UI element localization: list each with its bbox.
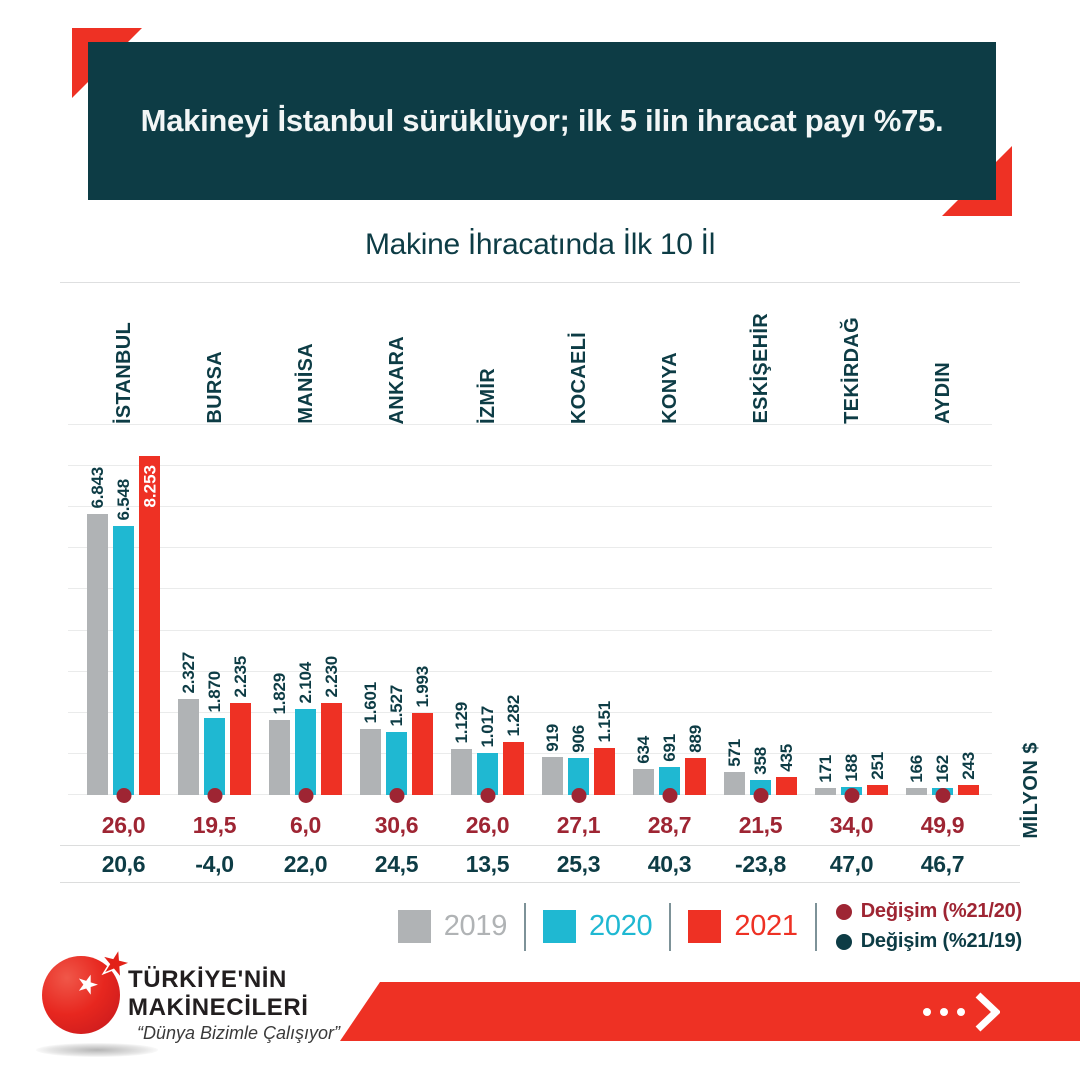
bar-group-i̇stanbul [78, 425, 169, 795]
bar-slot [750, 425, 771, 795]
change-value: 49,9 [920, 812, 965, 838]
city-label-col [442, 284, 533, 424]
bar-slot [87, 425, 108, 795]
star-icon: ★ [71, 966, 104, 1002]
bar-slot [568, 425, 589, 795]
bar-group-i̇zmi̇r [442, 425, 533, 795]
bar-value-label: 2.230 [322, 656, 341, 698]
legend-label-change-21-19: Değişim (%21/19) [860, 930, 1022, 952]
bar-value-label: 1.129 [452, 702, 471, 744]
bar-value-label: 634 [634, 736, 653, 764]
city-label: ANKARA [385, 335, 408, 424]
bar-2020 [386, 732, 407, 795]
bar-2021 [594, 748, 615, 795]
bar-slot [451, 425, 472, 795]
star-icon: ★ [97, 942, 134, 984]
change-value: 20,6 [101, 850, 146, 877]
change-21-19-dot-icon [836, 934, 852, 950]
dot-icon [923, 1008, 931, 1016]
bar-value-label: 6.548 [114, 479, 133, 521]
bar-2021 [230, 703, 251, 795]
city-label-col [533, 284, 624, 424]
change-value: 46,7 [920, 850, 965, 877]
legend-item-2021 [688, 910, 797, 943]
legend-item-2020 [543, 910, 652, 943]
change-value: 47,0 [829, 850, 874, 877]
brand-line1: TÜRKİYE'NİN [128, 966, 287, 993]
city-labels-row [60, 284, 1020, 424]
legend [398, 900, 1022, 953]
bar-value-label: 889 [686, 725, 705, 753]
bar-slot [906, 425, 927, 795]
change-row-1 [60, 795, 1020, 846]
bar-value-label: 906 [569, 725, 588, 753]
change-dot-icon [480, 788, 495, 803]
header-banner [88, 42, 996, 200]
bar-2021 [958, 785, 979, 795]
legend-label-2020: 2020 [589, 910, 653, 942]
bar-2019 [87, 514, 108, 795]
bars-row [60, 425, 1020, 795]
change-value: -4,0 [195, 850, 234, 877]
bar-slot [503, 425, 524, 795]
change-dot-icon [662, 788, 677, 803]
change-dot-icon [116, 788, 131, 803]
bar-value-label: 2.327 [179, 652, 198, 694]
change-value: 24,5 [374, 850, 419, 877]
bar-value-label: 358 [751, 747, 770, 775]
bar-value-label: 1.870 [205, 671, 224, 713]
city-label: BURSA [203, 351, 226, 424]
bar-2021 [139, 456, 160, 795]
bar-slot [776, 425, 797, 795]
brand-line2: MAKİNECİLERİ [128, 994, 309, 1021]
bar-slot [321, 425, 342, 795]
bar-slot [841, 425, 862, 795]
legend-label-2021: 2021 [734, 910, 798, 942]
bar-value-label: 1.993 [413, 666, 432, 708]
bar-slot [412, 425, 433, 795]
bar-group-aydin [897, 425, 988, 795]
legend-swatch-2021 [688, 910, 721, 943]
bar-group-konya [624, 425, 715, 795]
bar-group-ankara [351, 425, 442, 795]
bar-value-label: 1.829 [270, 673, 289, 715]
bar-slot [685, 425, 706, 795]
city-label-col [260, 284, 351, 424]
city-label-col [897, 284, 988, 424]
change-dot-icon [298, 788, 313, 803]
change-value: 22,0 [283, 850, 328, 877]
brand-tagline: “Dünya Bizimle Çalışıyor” [137, 1023, 341, 1043]
bar-slot [542, 425, 563, 795]
bar-value-label: 8.253 [140, 465, 159, 508]
brand-name [128, 966, 309, 1022]
footer-ribbon [340, 982, 1080, 1041]
bar-slot [477, 425, 498, 795]
bar-slot [932, 425, 953, 795]
dot-icon [940, 1008, 948, 1016]
bar-2019 [451, 749, 472, 795]
city-label-col [806, 284, 897, 424]
change-value: 28,7 [647, 812, 692, 838]
legend-divider [815, 903, 817, 951]
bar-slot [815, 425, 836, 795]
bar-group-eski̇şehi̇r [715, 425, 806, 795]
change-value: 34,0 [829, 812, 874, 838]
change-rows-table [60, 795, 1020, 883]
legend-swatch-2019 [398, 910, 431, 943]
city-label: AYDIN [931, 362, 954, 424]
bar-value-label: 162 [933, 755, 952, 783]
bar-value-label: 571 [725, 739, 744, 767]
bar-2020 [204, 718, 225, 795]
legend-swatch-2020 [543, 910, 576, 943]
change-value: 13,5 [465, 850, 510, 877]
change-value: 21,5 [738, 812, 783, 838]
bar-value-label: 919 [543, 724, 562, 752]
bar-value-label: 691 [660, 734, 679, 762]
bar-value-label: 1.527 [387, 685, 406, 727]
change-value: 19,5 [192, 812, 237, 838]
dot-icon [957, 1008, 965, 1016]
bar-2019 [906, 788, 927, 795]
bar-slot [204, 425, 225, 795]
bar-slot [724, 425, 745, 795]
next-arrow-button[interactable] [923, 982, 1000, 1041]
bar-value-label: 2.235 [231, 656, 250, 698]
change-value: 30,6 [374, 812, 419, 838]
legend-item-change-21-20 [836, 900, 1022, 923]
bar-slot [269, 425, 290, 795]
bar-2019 [633, 769, 654, 795]
change-value: 27,1 [556, 812, 601, 838]
change-dot-icon [389, 788, 404, 803]
bar-2021 [685, 758, 706, 795]
city-label: İSTANBUL [112, 321, 135, 424]
bar-2020 [295, 709, 316, 795]
bar-group-kocaeli̇ [533, 425, 624, 795]
bar-slot [113, 425, 134, 795]
change-dot-icon [935, 788, 950, 803]
logo-shadow [36, 1043, 158, 1057]
bar-value-label: 1.151 [595, 701, 614, 743]
city-label-col [715, 284, 806, 424]
bar-slot [594, 425, 615, 795]
bar-value-label: 1.017 [478, 706, 497, 748]
bar-slot [230, 425, 251, 795]
change-value: 25,3 [556, 850, 601, 877]
bar-value-label: 171 [816, 755, 835, 783]
bar-slot [295, 425, 316, 795]
bar-slot [867, 425, 888, 795]
bar-group-mani̇sa [260, 425, 351, 795]
bar-value-label: 188 [842, 754, 861, 782]
bar-slot [386, 425, 407, 795]
bar-group-teki̇rdağ [806, 425, 897, 795]
title-divider [60, 282, 1020, 283]
unit-label-text: MİLYON $ [1020, 741, 1042, 839]
change-dot-icon [753, 788, 768, 803]
bar-2020 [113, 526, 134, 795]
city-label: KONYA [658, 352, 681, 424]
bar-value-label: 243 [959, 752, 978, 780]
bar-value-label: 435 [777, 744, 796, 772]
legend-divider [669, 903, 671, 951]
bar-2021 [503, 742, 524, 795]
bar-slot [178, 425, 199, 795]
bar-2019 [542, 757, 563, 795]
change-dot-icon [207, 788, 222, 803]
bar-value-label: 6.843 [88, 467, 107, 509]
change-dot-icon [571, 788, 586, 803]
city-label: ESKİŞEHİR [749, 313, 772, 424]
bar-2019 [269, 720, 290, 795]
change-value: 6,0 [289, 812, 322, 838]
bar-2021 [776, 777, 797, 795]
bar-value-label: 251 [868, 752, 887, 780]
city-label-col [624, 284, 715, 424]
bar-chart-plot [60, 425, 1020, 795]
change-value: 26,0 [465, 812, 510, 838]
bar-value-label: 166 [907, 755, 926, 783]
city-label: MANİSA [294, 343, 317, 424]
legend-divider [524, 903, 526, 951]
legend-change-entries [836, 900, 1022, 953]
bar-slot [633, 425, 654, 795]
chevron-right-icon [974, 992, 1000, 1032]
bar-value-label: 1.282 [504, 695, 523, 737]
city-label: TEKİRDAĞ [840, 317, 863, 424]
bar-slot [659, 425, 680, 795]
city-label: İZMİR [476, 368, 499, 424]
bar-value-label: 2.104 [296, 662, 315, 704]
bar-value-label: 1.601 [361, 682, 380, 724]
bar-2019 [178, 699, 199, 795]
change-value: 26,0 [101, 812, 146, 838]
bar-slot [139, 425, 160, 795]
legend-label-2019: 2019 [443, 910, 508, 942]
bar-2019 [815, 788, 836, 795]
bar-group-bursa [169, 425, 260, 795]
bar-2021 [321, 703, 342, 795]
change-21-20-dot-icon [836, 904, 852, 920]
bar-slot [958, 425, 979, 795]
legend-label-change-21-20: Değişim (%21/20) [860, 900, 1022, 922]
bar-2021 [412, 713, 433, 795]
bar-2019 [360, 729, 381, 795]
city-label-col [351, 284, 442, 424]
change-value: 40,3 [647, 850, 692, 877]
y-axis-unit-label [1020, 742, 1043, 838]
city-label-col [78, 284, 169, 424]
bar-2019 [724, 772, 745, 795]
change-dot-icon [844, 788, 859, 803]
change-row-2 [60, 846, 1020, 883]
change-value: -23,8 [735, 850, 786, 877]
bar-slot [360, 425, 381, 795]
headline: Makineyi İstanbul sürüklüyor; ilk 5 ilin ihracat payı %75. [140, 103, 944, 138]
legend-item-2019 [398, 910, 507, 943]
city-label: KOCAELİ [567, 331, 590, 424]
chart-title: Makine İhracatında İlk 10 İl [364, 228, 716, 261]
legend-item-change-21-19 [836, 930, 1022, 953]
bar-2021 [867, 785, 888, 795]
city-label-col [169, 284, 260, 424]
